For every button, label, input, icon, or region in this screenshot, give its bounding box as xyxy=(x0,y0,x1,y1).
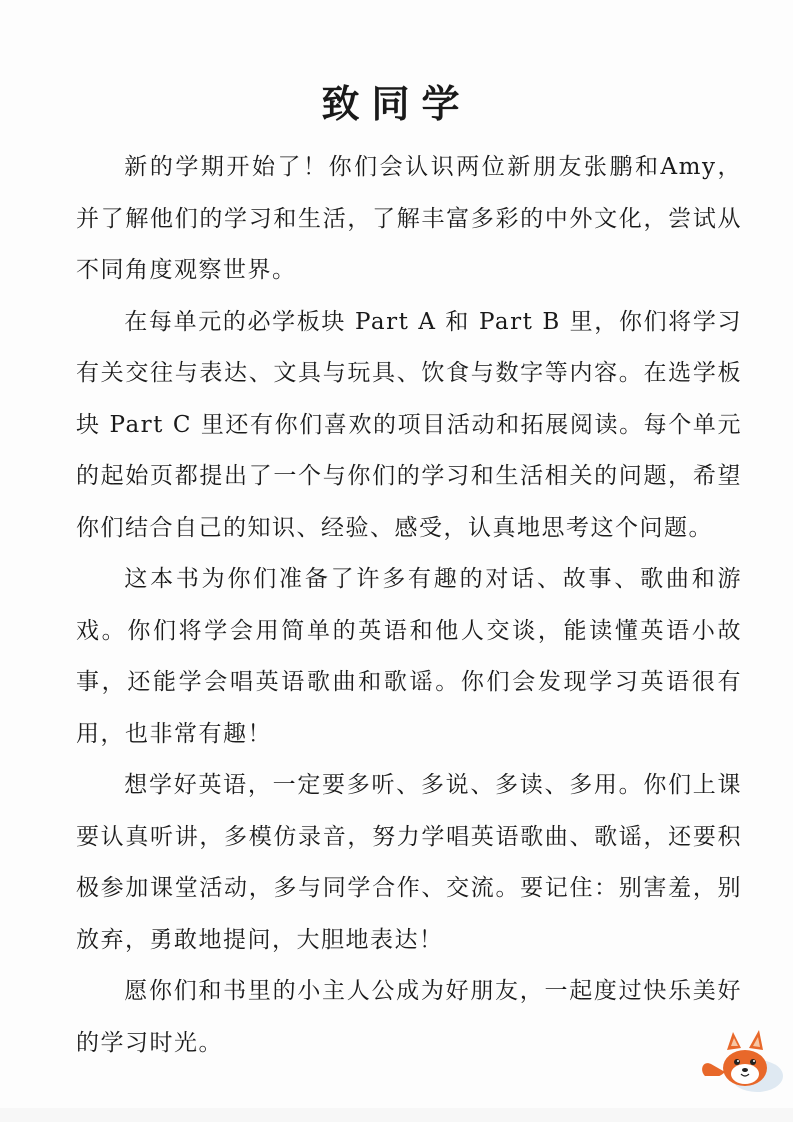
paragraph-4: 想学好英语，一定要多听、多说、多读、多用。你们上课要认真听讲，多模仿录音，努力学唱英语歌曲、歌谣，还要积极参加课堂活动，多与同学合作、交流。要记住：别害羞，别放弃，勇敢地提问，大胆地表达！ xyxy=(76,772,742,953)
page-title: 致同学 xyxy=(321,81,472,126)
paragraph-2: 在每单元的必学板块 Part A 和 Part B 里，你们将学习有关交往与表达、文具与玩具、饮食与数字等内容。在选学板块 Part C 里还有你们喜欢的项目活动和拓展阅读。每个单元的起始页都提出了一个与你们的学习和生活相关的问题，希望你们结合自己的知识、经验、感受，认真地思考这个问题。 xyxy=(76,308,742,541)
paragraph-1: 新的学期开始了！你们会认识两位新朋友张鹏和Amy，并了解他们的学习和生活，了解丰富多彩的中外文化，尝试从不同角度观察世界。 xyxy=(76,154,742,283)
page-bottom-edge xyxy=(0,1108,793,1122)
letter-body xyxy=(76,142,742,1069)
paragraph-3: 这本书为你们准备了许多有趣的对话、故事、歌曲和游戏。你们将学会用简单的英语和他人交谈，能读懂英语小故事，还能学会唱英语歌曲和歌谣。你们会发现学习英语很有用，也非常有趣！ xyxy=(76,566,742,747)
paragraph-5: 愿你们和书里的小主人公成为好朋友，一起度过快乐美好的学习时光。 xyxy=(76,978,742,1056)
fox-mascot-icon xyxy=(697,1018,783,1092)
